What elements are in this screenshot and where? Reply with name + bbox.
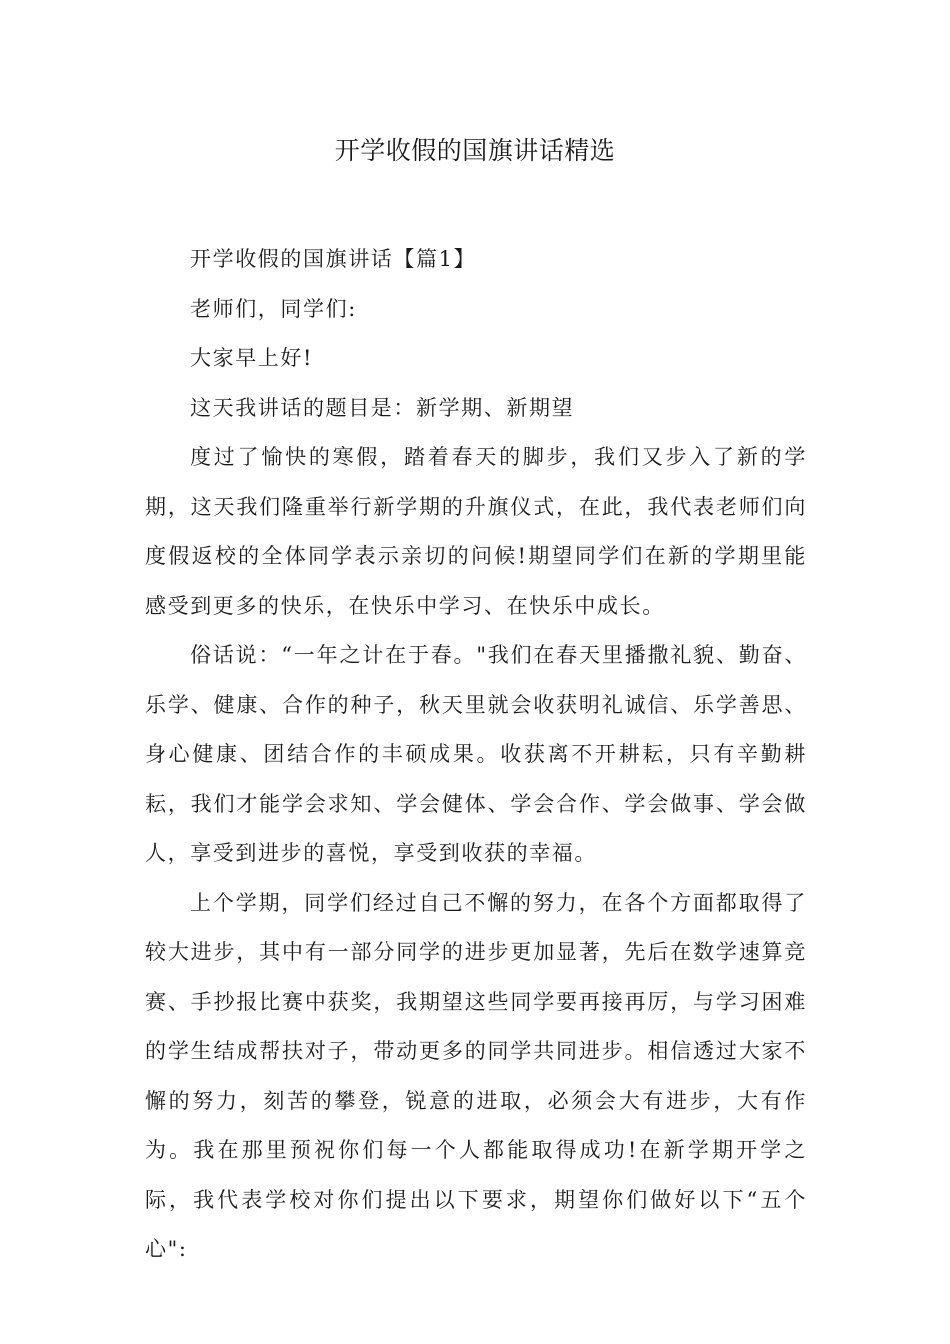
body-paragraph: 度过了愉快的寒假，踏着春天的脚步，我们又步入了新的学期，这天我们隆重举行新学期的升旗仪式，在此，我代表老师们向度假返校的全体同学表示亲切的问候!期望同学们在新的学期里能感受到更多的快乐，在快乐中学习、在快乐中成长。 [145,445,807,618]
document-body [145,235,807,1275]
section-heading: 开学收假的国旗讲话【篇1】 [190,247,477,271]
topic-line: 这天我讲话的题目是：新学期、新期望 [190,395,575,420]
salutation: 老师们，同学们: [190,296,357,321]
body-paragraph: 俗话说：“一年之计在于春。"我们在春天里播撒礼貌、勤奋、乐学、健康、合作的种子，秋天里就会收获明礼诚信、乐学善思、身心健康、团结合作的丰硕成果。收获离不开耕耘，只有辛勤耕耘，我们才能学会求知、学会健体、学会合作、学会做事、学会做人，享受到进步的喜悦，享受到收获的幸福。 [145,643,807,865]
body-paragraph: 上个学期，同学们经过自己不懈的努力，在各个方面都取得了较大进步，其中有一部分同学的进步更加显著，先后在数学速算竞赛、手抄报比赛中获奖，我期望这些同学要再接再厉，与学习困难的学生结成帮扶对子，带动更多的同学共同进步。相信透过大家不懈的努力，刻苦的攀登，锐意的进取，必须会大有进步，大有作为。我在那里预祝你们每一个人都能取得成功!在新学期开学之际，我代表学校对你们提出以下要求，期望你们做好以下“五个心": [145,890,807,1261]
document-title: 开学收假的国旗讲话精选 [334,136,616,165]
greeting: 大家早上好! [190,346,314,370]
